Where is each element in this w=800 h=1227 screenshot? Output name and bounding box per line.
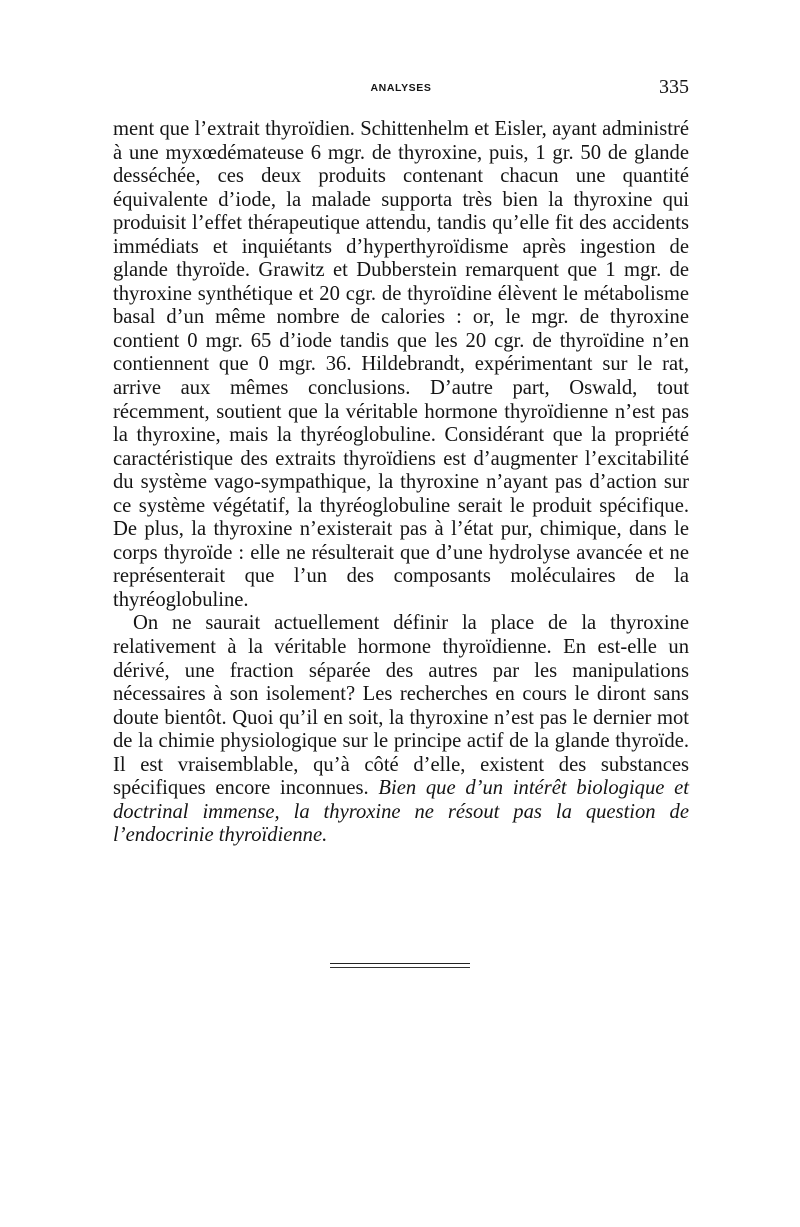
paragraph-text: On ne saurait actuellement définir la place de la thyroxine relativement à la véritable hormone thyroïdienne. En est-elle un dérivé, une fraction séparée des autres par les manipulations nécessaires à son isolement? Les recherches en cours le diront sans doute bientôt. Quoi qu’il en soit, la thyroxine n’est pas le dernier mot de la chimie physiologique sur le principe actif de la glande thyroïde. Il est vraisemblable, qu’à côté d’elle, existent des substances spécifiques encore inconnues. [113, 612, 689, 800]
rule-line [330, 967, 470, 968]
body-text [113, 118, 689, 848]
section-end-rule [330, 963, 470, 970]
italic-conclusion: Bien que d’un intérêt biologique et doctrinal immense, la thyroxine ne résout pas la question de l’endocrinie thyroïdienne. [113, 777, 689, 847]
page-number: 335 [659, 76, 689, 98]
running-title: ANALYSES [370, 82, 432, 94]
paragraph [113, 612, 689, 847]
rule-line [330, 963, 470, 964]
paragraph: ment que l’extrait thyroïdien. Schittenhelm et Eisler, ayant administré à une myxœdémateuse 6 mgr. de thyroxine, puis, 1 gr. 50 de glande desséchée, ces deux produits contenant chacun une quantité équivalente d’iode, la malade supporta très bien la thyroxine qui produisit l’effet thérapeutique attendu, tandis qu’elle fit des accidents immédiats et inquiétants d’hyperthyroïdisme après ingestion de glande thyroïde. Grawitz et Dubberstein remarquent que 1 mgr. de thyroxine synthétique et 20 cgr. de thyroïdine élèvent le métabolisme basal d’un même nombre de calories : or, le mgr. de thyroxine contient 0 mgr. 65 d’iode tandis que les 20 cgr. de thyroïdine n’en contiennent que 0 mgr. 36. Hildebrandt, expérimentant sur le rat, arrive aux mêmes conclusions. D’autre part, Oswald, tout récemment, soutient que la véritable hormone thyroïdienne n’est pas la thyroxine, mais la thyréoglobuline. Considérant que la propriété caractéristique des extraits thyroïdiens est d’augmenter l’excitabilité du système vago-sympathique, la thyroxine n’ayant pas d’action sur ce système végétatif, la thyréoglobuline serait le produit spécifique. De plus, la thyroxine n’existerait pas à l’état pur, chimique, dans le corps thyroïde : elle ne résulterait que d’une hydrolyse avancée et ne représenterait que l’un des composants moléculaires de la thyréoglobuline. [113, 118, 689, 611]
running-header [113, 76, 689, 100]
